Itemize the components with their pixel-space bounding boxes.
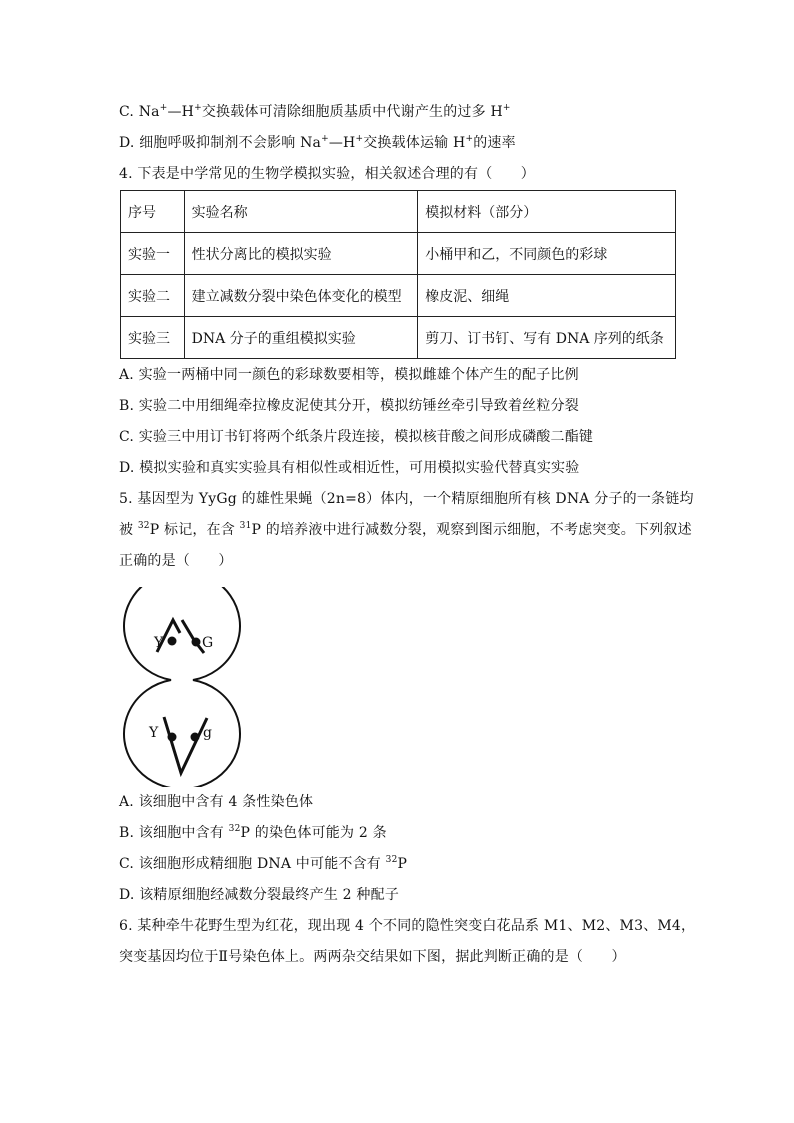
q5-stem-line1: 5. 基因型为 YyGg 的雄性果蝇（2n=8）体内，一个精原细胞所有核 DNA 分子的一条链均: [119, 491, 694, 507]
q6-stem-line2: 突变基因均位于Ⅱ号染色体上。两两杂交结果如下图，据此判断正确的是（ ）: [119, 949, 626, 965]
q4-option-a: A. 实验一两桶中同一颜色的彩球数要相等，模拟雌雄个体产生的配子比例: [119, 367, 579, 383]
q4-option-d: D. 模拟实验和真实实验具有相似性或相近性，可用模拟实验代替真实实验: [119, 460, 580, 476]
q5-stem-line2: 被 $^{32}$P 标记，在含 $^{31}$P 的培养液中进行减数分裂，观察到图示细胞，不考虑突变。下列叙述: [119, 521, 692, 538]
table-row: [121, 275, 676, 317]
q3-option-c: C. Na+—H+交换载体可清除细胞质基质中代谢产生的过多 H+: [119, 103, 511, 120]
allele-label-top-left: Y: [154, 635, 164, 651]
centromere: [168, 637, 177, 646]
centromere: [168, 733, 177, 742]
q5-option-c: C. 该细胞形成精细胞 DNA 中可能不含有 $^{32}$P: [119, 855, 408, 872]
q4-option-c: C. 实验三中用订书钉将两个纸条片段连接，模拟核苷酸之间形成磷酸二酯键: [119, 429, 594, 445]
q4-option-b: B. 实验二中用细绳牵拉橡皮泥使其分开，模拟纺锤丝牵引导致着丝粒分裂: [119, 398, 579, 414]
table-header-row: [121, 191, 676, 233]
dividing-cell-diagram: [117, 587, 247, 787]
table-header-cell: 实验名称: [184, 191, 418, 233]
q5-stem-line3: 正确的是（ ）: [119, 553, 233, 569]
table-cell: 实验一: [121, 233, 185, 275]
table-row: [121, 233, 676, 275]
allele-label-bottom-right: g: [203, 725, 212, 741]
centromere: [191, 733, 200, 742]
allele-label-bottom-left: Y: [149, 725, 159, 741]
centromere: [192, 638, 201, 647]
table-cell: DNA 分子的重组模拟实验: [184, 317, 418, 359]
table-cell: 性状分离比的模拟实验: [184, 233, 418, 275]
table-header-cell: 模拟材料（部分）: [418, 191, 676, 233]
cell-outline: [124, 587, 240, 787]
q6-stem-line1: 6. 某种牵牛花野生型为红花，现出现 4 个不同的隐性突变白花品系 M1、M2、M3、M4，: [119, 918, 696, 934]
table-cell: 剪刀、订书钉、写有 DNA 序列的纸条: [418, 317, 676, 359]
table-row: [121, 317, 676, 359]
experiment-table: [120, 190, 676, 359]
q5-option-b: B. 该细胞中含有 $^{32}$P 的染色体可能为 2 条: [119, 824, 387, 841]
table-cell: 橡皮泥、细绳: [418, 275, 676, 317]
allele-label-top-right: G: [202, 635, 214, 651]
top-chromosome: [157, 620, 204, 653]
q3-option-d: D. 细胞呼吸抑制剂不会影响 Na+—H+交换载体运输 H+的速率: [119, 134, 516, 151]
table-cell: 建立减数分裂中染色体变化的模型: [184, 275, 418, 317]
q5-option-d: D. 该精原细胞经减数分裂最终产生 2 种配子: [119, 887, 400, 903]
table-cell: 实验二: [121, 275, 185, 317]
q5-option-a: A. 该细胞中含有 4 条性染色体: [119, 794, 314, 810]
table-cell: 实验三: [121, 317, 185, 359]
bottom-chromosome: [164, 717, 207, 773]
q4-stem: 4. 下表是中学常见的生物学模拟实验，相关叙述合理的有（ ）: [119, 166, 536, 182]
table-header-cell: 序号: [121, 191, 185, 233]
table-cell: 小桶甲和乙，不同颜色的彩球: [418, 233, 676, 275]
